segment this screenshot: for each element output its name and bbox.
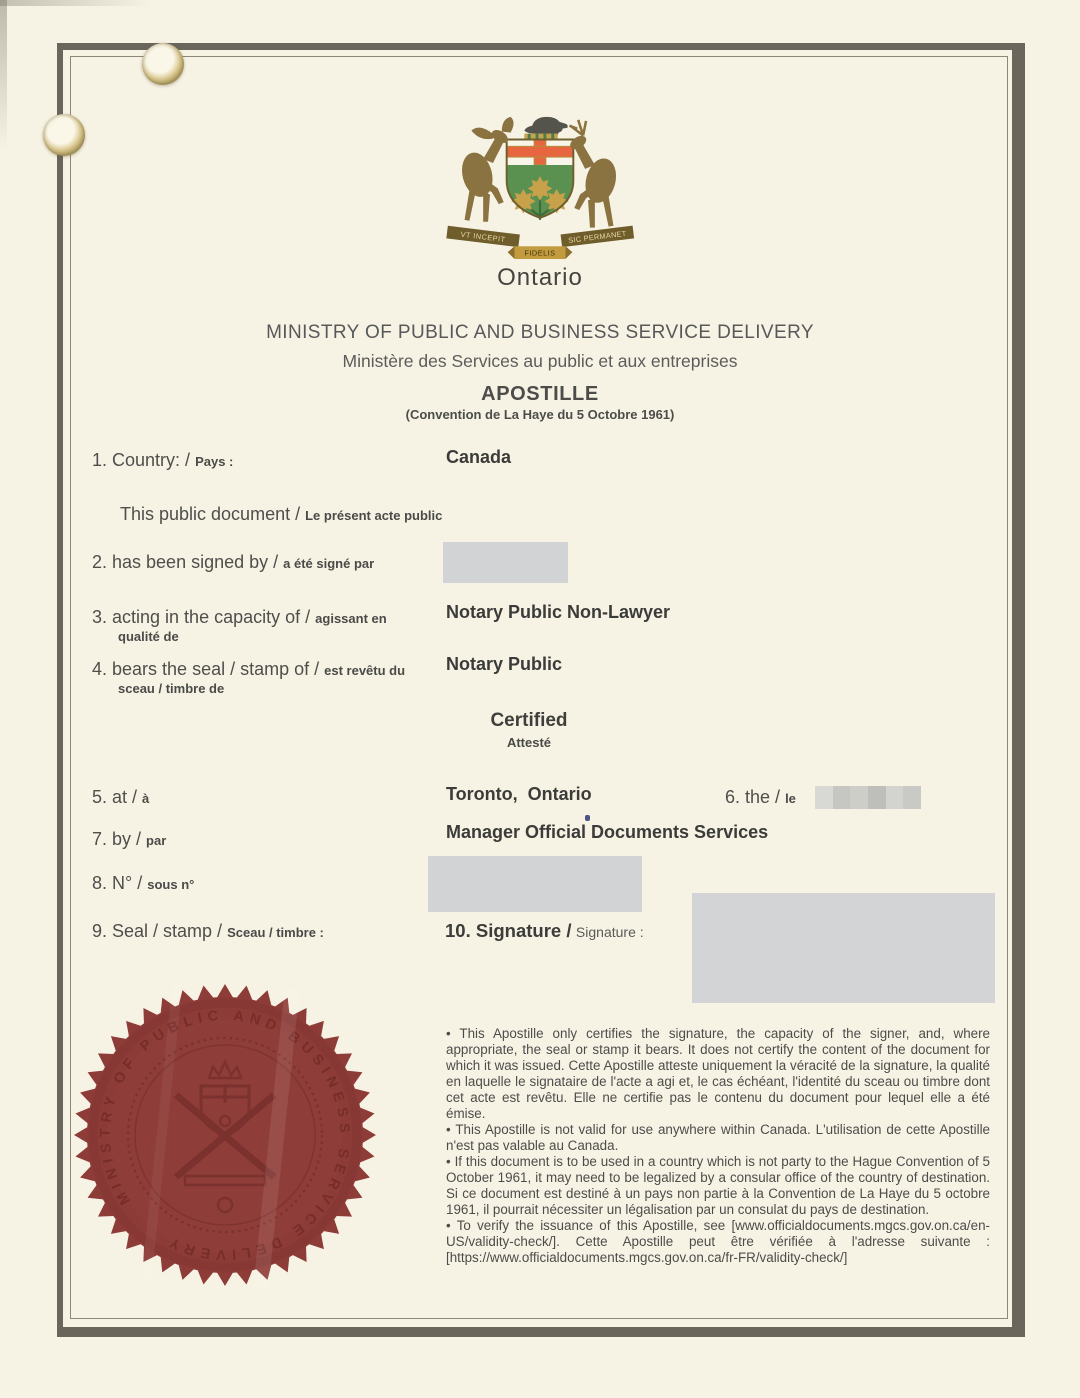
deer-supporter	[568, 133, 621, 228]
certified-fr: Attesté	[506, 735, 552, 750]
moose-supporter	[471, 117, 513, 139]
note-certifies-signature: • This Apostille only certifies the signature, the capacity of the signer, and, where appropriate, the seal or stamp it bears. It does not certify the content of the document for which it was issued. Cette Apostille atteste uniquement la véracité de la signature, la qualité en laquelle le signataire de l'acte a agi et, le cas échéant, l'identité du sceau ou timbre dont cet acte est revêtu. Elle ne certifie pas le contenu du document pour lequel elle a été émise.	[446, 1026, 990, 1121]
seal-ring-text: MINISTRY OF PUBLIC AND BUSINESS SERVICE DELIVERY	[97, 1007, 353, 1263]
motto-banner-fidelis	[508, 246, 573, 259]
redaction-box-signature	[692, 893, 995, 1003]
ministry-embossed-seal	[73, 983, 377, 1287]
ontario-wordmark: Ontario	[497, 264, 583, 291]
redaction-box-number	[428, 856, 642, 912]
field-at-value: Toronto, Ontario	[446, 784, 592, 804]
apostille-title: APOSTILLE	[481, 383, 599, 405]
note-not-valid-in-canada: • This Apostille is not valid for use anywhere within Canada. L'utilisation de cette Apostille n'est pas valable au Canada.	[446, 1122, 990, 1153]
field-number-label: 8. N° / sous n°	[92, 873, 195, 893]
field-signature-label: 10. Signature / Signature :	[445, 920, 644, 941]
redaction-box-date	[815, 786, 921, 809]
ontario-coat-of-arms	[442, 110, 638, 263]
field-capacity-value: Notary Public Non-Lawyer	[446, 602, 671, 622]
certified-en: Certified	[490, 710, 568, 731]
field-by-label: 7. by / par	[92, 829, 167, 849]
field-capacity-label: 3. acting in the capacity of / agissant en qualité de	[92, 607, 387, 644]
field-at-label: 5. at / à	[92, 787, 150, 807]
field-seal-stamp-of-label: 4. bears the seal / stamp of / est revêtu du sceau / timbre de	[92, 659, 406, 696]
deer-antlers	[569, 120, 586, 136]
ministry-title-fr: Ministère des Services au public et aux entreprises	[342, 351, 738, 371]
motto-left-text: VT INCEPIT	[460, 229, 507, 245]
field-by-value: Manager Official Documents Services	[446, 822, 769, 842]
motto-bottom-text: FIDELIS	[524, 248, 556, 258]
field-seal-stamp-of-value: Notary Public	[446, 654, 563, 674]
scan-edge	[0, 0, 150, 6]
note-verify-issuance: • To verify the issuance of this Apostille, see [www.officialdocuments.mgcs.gov.on.ca/en-US/validity-check/]. Cette Apostille peut être vérifiée à l'adresse suivante : [https://www.officialdocuments.mgcs.gov.on.ca/fr-FR/validity-check/]	[446, 1218, 990, 1265]
field-public-document-label: This public document / Le présent acte public	[120, 504, 443, 524]
ink-speck	[585, 815, 590, 821]
field-signed-by-label: 2. has been signed by / a été signé par	[92, 552, 375, 572]
scan-edge	[0, 0, 7, 150]
shield	[507, 139, 574, 219]
certified-heading	[446, 710, 612, 750]
redaction-box-signed-by	[443, 542, 568, 583]
field-date-label: 6. the / le	[725, 787, 796, 807]
note-hague-convention: • If this document is to be used in a country which is not party to the Hague Convention of 5 October 1961, it may need to be legalized by a consular office of the country of destination. Si ce document est destiné à un pays non partie à la Convention de La Haye du 5 octobre 1961, il pourrait nécessiter un légalisation par un consulat du pays de destination.	[446, 1154, 990, 1217]
field-country-label: 1. Country: / Pays :	[92, 450, 234, 470]
motto-right-text: SIC PERMANET	[567, 228, 628, 245]
apostille-notes	[446, 1026, 990, 1266]
motto-banner-right	[561, 226, 635, 247]
field-country-value: Canada	[446, 447, 512, 467]
brass-grommet-top	[142, 43, 184, 85]
convention-subtitle: (Convention de La Haye du 5 Octobre 1961)	[405, 407, 675, 422]
brass-grommet-left	[43, 114, 85, 156]
ministry-title-en: MINISTRY OF PUBLIC AND BUSINESS SERVICE DELIVERY	[266, 322, 814, 343]
field-seal-stamp-label: 9. Seal / stamp / Sceau / timbre :	[92, 921, 324, 941]
motto-banner-left	[446, 226, 520, 247]
